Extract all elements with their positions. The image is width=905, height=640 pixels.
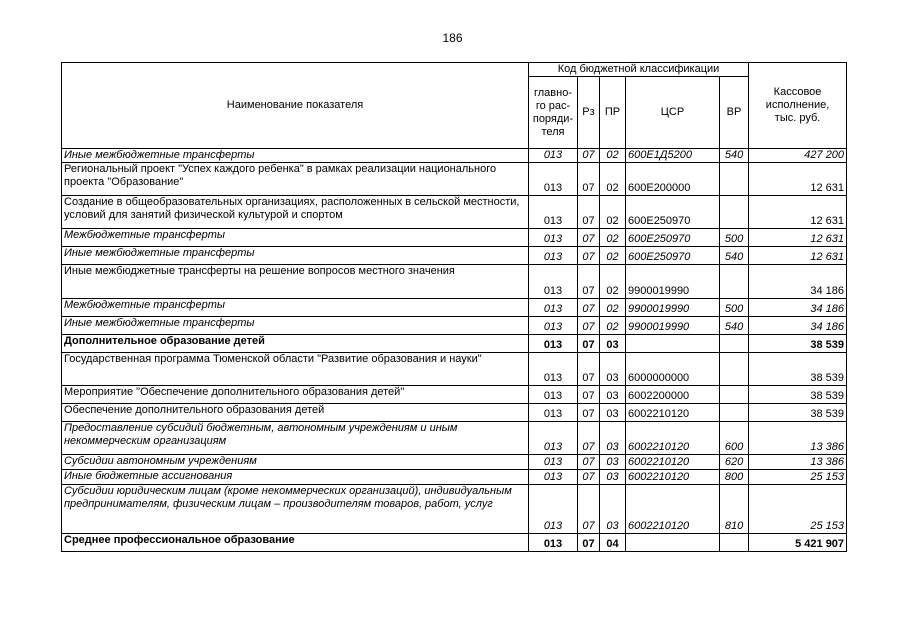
cell-csr: 9900019990 [626, 265, 720, 299]
cell-rz: 07 [578, 149, 600, 163]
cell-csr: 9900019990 [626, 317, 720, 335]
cell-name: Государственная программа Тюменской области "Развитие образования и науки" [62, 353, 529, 386]
cell-vr [720, 265, 749, 299]
cell-amount: 13 386 [749, 422, 847, 455]
table-row [62, 386, 847, 404]
cell-rz: 07 [578, 163, 600, 196]
cell-pr: 02 [600, 163, 626, 196]
cell-glav: 013 [529, 317, 578, 335]
cell-name: Субсидии юридическим лицам (кроме некоммерческих организаций), индивидуальным предпринимателям, физическим лицам – производителям товаров, работ, услуг [62, 485, 529, 534]
cell-vr: 810 [720, 485, 749, 534]
cell-name: Межбюджетные трансферты [62, 299, 529, 317]
cell-vr: 540 [720, 317, 749, 335]
header-glav [529, 77, 578, 149]
cell-amount: 12 631 [749, 163, 847, 196]
cell-rz: 07 [578, 247, 600, 265]
cell-pr: 04 [600, 534, 626, 552]
cell-csr: 6002210120 [626, 455, 720, 470]
table-row [62, 229, 847, 247]
cell-rz: 07 [578, 196, 600, 229]
cell-pr: 03 [600, 422, 626, 455]
header-csr: ЦСР [626, 77, 720, 149]
cell-pr: 03 [600, 386, 626, 404]
table-row [62, 335, 847, 353]
table-row [62, 455, 847, 470]
cell-rz: 07 [578, 386, 600, 404]
cell-vr [720, 534, 749, 552]
cell-pr: 03 [600, 404, 626, 422]
cell-glav: 013 [529, 422, 578, 455]
cell-rz: 07 [578, 299, 600, 317]
cell-glav: 013 [529, 335, 578, 353]
cell-glav: 013 [529, 404, 578, 422]
cell-name: Субсидии автономным учреждениям [62, 455, 529, 470]
table-row [62, 404, 847, 422]
cell-name: Дополнительное образование детей [62, 335, 529, 353]
cell-amount: 12 631 [749, 196, 847, 229]
cell-rz: 07 [578, 335, 600, 353]
cell-vr: 600 [720, 422, 749, 455]
cell-name: Межбюджетные трансферты [62, 229, 529, 247]
cell-pr: 02 [600, 196, 626, 229]
cell-glav: 013 [529, 485, 578, 534]
cell-vr: 500 [720, 229, 749, 247]
cell-csr: 6002210120 [626, 485, 720, 534]
table-row [62, 247, 847, 265]
cell-rz: 07 [578, 485, 600, 534]
table-row [62, 299, 847, 317]
table-row [62, 422, 847, 455]
cell-csr: 600Е1Д5200 [626, 149, 720, 163]
cell-vr: 500 [720, 299, 749, 317]
cell-rz: 07 [578, 470, 600, 485]
cell-name: Региональный проект "Успех каждого ребенка" в рамках реализации национального проекта "Образование" [62, 163, 529, 196]
cell-glav: 013 [529, 196, 578, 229]
cell-vr [720, 404, 749, 422]
cell-glav: 013 [529, 265, 578, 299]
cell-amount: 5 421 907 [749, 534, 847, 552]
cell-glav: 013 [529, 247, 578, 265]
cell-pr: 03 [600, 335, 626, 353]
cell-vr [720, 353, 749, 386]
cell-amount: 13 386 [749, 455, 847, 470]
cell-vr [720, 386, 749, 404]
cell-name: Предоставление субсидий бюджетным, автономным учреждениям и иным некоммерческим организациям [62, 422, 529, 455]
cell-glav: 013 [529, 470, 578, 485]
header-pr: ПР [600, 77, 626, 149]
cell-amount: 12 631 [749, 247, 847, 265]
cell-csr: 600Е250970 [626, 196, 720, 229]
cell-vr [720, 196, 749, 229]
cell-pr: 02 [600, 247, 626, 265]
header-glav-text: главно- го рас- поряди- теля [532, 86, 574, 138]
cell-rz: 07 [578, 534, 600, 552]
header-code-group: Код бюджетной классификации [529, 63, 749, 77]
cell-rz: 07 [578, 455, 600, 470]
cell-amount: 25 153 [749, 470, 847, 485]
cell-name: Иные межбюджетные трансферты [62, 149, 529, 163]
cell-csr: 6000000000 [626, 353, 720, 386]
cell-amount: 38 539 [749, 353, 847, 386]
cell-pr: 03 [600, 455, 626, 470]
page-number: 186 [442, 31, 463, 45]
cell-name: Среднее профессиональное образование [62, 534, 529, 552]
cell-glav: 013 [529, 386, 578, 404]
cell-glav: 013 [529, 455, 578, 470]
table-row [62, 149, 847, 163]
cell-csr: 6002210120 [626, 422, 720, 455]
cell-vr: 540 [720, 149, 749, 163]
cell-csr: 600Е250970 [626, 229, 720, 247]
table-row [62, 196, 847, 229]
cell-amount: 34 186 [749, 299, 847, 317]
cell-csr: 600Е250970 [626, 247, 720, 265]
table-row [62, 317, 847, 335]
cell-rz: 07 [578, 265, 600, 299]
cell-name: Мероприятие "Обеспечение дополнительного образования детей" [62, 386, 529, 404]
cell-amount: 427 200 [749, 149, 847, 163]
cell-pr: 02 [600, 317, 626, 335]
cell-csr: 6002210120 [626, 404, 720, 422]
cell-name: Иные бюджетные ассигнования [62, 470, 529, 485]
table-row [62, 470, 847, 485]
cell-csr: 6002210120 [626, 470, 720, 485]
cell-csr: 9900019990 [626, 299, 720, 317]
table-row [62, 265, 847, 299]
header-amount [749, 63, 847, 149]
cell-vr: 800 [720, 470, 749, 485]
budget-table [61, 62, 847, 552]
cell-name: Иные межбюджетные трансферты [62, 317, 529, 335]
cell-amount: 38 539 [749, 404, 847, 422]
cell-pr: 02 [600, 299, 626, 317]
cell-rz: 07 [578, 229, 600, 247]
cell-glav: 013 [529, 149, 578, 163]
cell-amount: 38 539 [749, 335, 847, 353]
cell-pr: 03 [600, 353, 626, 386]
cell-rz: 07 [578, 422, 600, 455]
cell-vr [720, 163, 749, 196]
cell-amount: 34 186 [749, 317, 847, 335]
cell-pr: 03 [600, 470, 626, 485]
cell-glav: 013 [529, 229, 578, 247]
header-amount-text: Кассовое исполнение, тыс. руб. [765, 86, 830, 124]
table-row [62, 163, 847, 196]
cell-rz: 07 [578, 353, 600, 386]
cell-pr: 02 [600, 229, 626, 247]
cell-glav: 013 [529, 353, 578, 386]
table-row [62, 353, 847, 386]
cell-amount: 34 186 [749, 265, 847, 299]
table-row [62, 485, 847, 534]
cell-glav: 013 [529, 299, 578, 317]
cell-amount: 25 153 [749, 485, 847, 534]
cell-name: Иные межбюджетные трансферты на решение вопросов местного значения [62, 265, 529, 299]
cell-pr: 03 [600, 485, 626, 534]
cell-csr: 600Е200000 [626, 163, 720, 196]
cell-name: Обеспечение дополнительного образования детей [62, 404, 529, 422]
header-vr: ВР [720, 77, 749, 149]
cell-pr: 02 [600, 265, 626, 299]
cell-csr [626, 335, 720, 353]
cell-rz: 07 [578, 317, 600, 335]
cell-amount: 12 631 [749, 229, 847, 247]
cell-pr: 02 [600, 149, 626, 163]
cell-rz: 07 [578, 404, 600, 422]
cell-name: Создание в общеобразовательных организациях, расположенных в сельской местности, условий для занятий физической культурой и спортом [62, 196, 529, 229]
cell-csr: 6002200000 [626, 386, 720, 404]
cell-vr [720, 335, 749, 353]
table-row [62, 534, 847, 552]
cell-glav: 013 [529, 534, 578, 552]
cell-name: Иные межбюджетные трансферты [62, 247, 529, 265]
header-name: Наименование показателя [62, 63, 529, 149]
cell-vr: 540 [720, 247, 749, 265]
header-rz: Рз [578, 77, 600, 149]
table-body [62, 149, 847, 552]
cell-glav: 013 [529, 163, 578, 196]
cell-amount: 38 539 [749, 386, 847, 404]
cell-vr: 620 [720, 455, 749, 470]
cell-csr [626, 534, 720, 552]
